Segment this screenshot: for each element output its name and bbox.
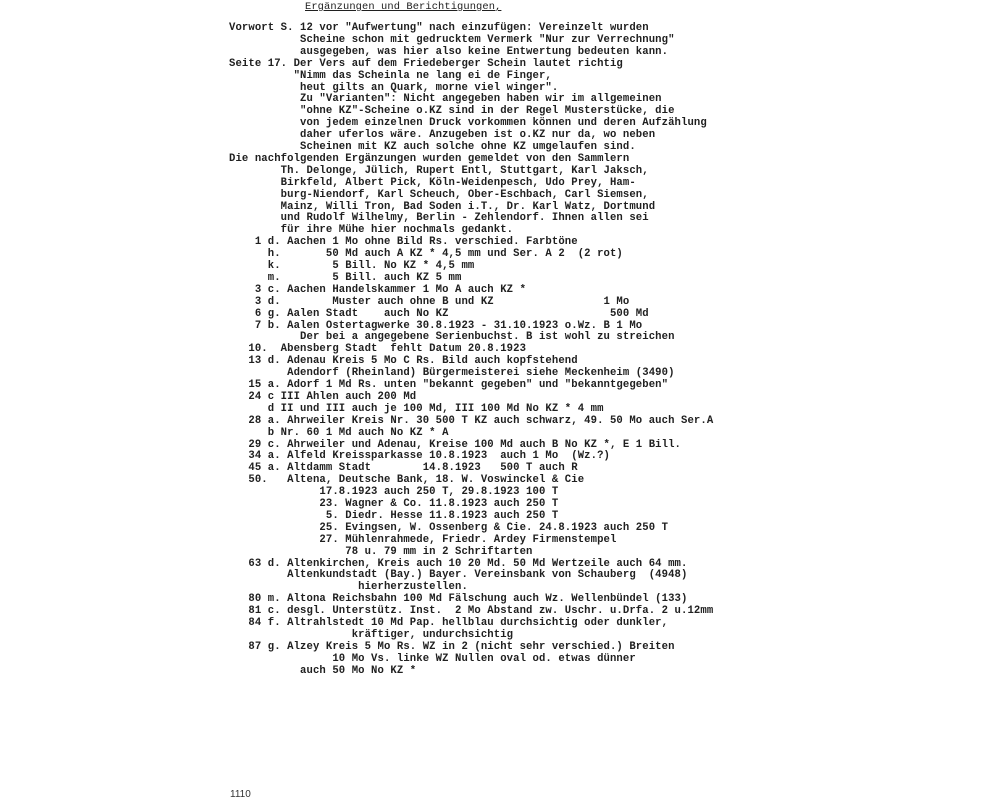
text-line: Der bei a angegebene Serienbuchst. B ist wohl zu streichen [229, 331, 675, 344]
text-line: Altenkundstadt (Bay.) Bayer. Vereinsbank von Schauberg (4948) [229, 569, 688, 582]
text-line: 10 Mo Vs. linke WZ Nullen oval od. etwas dünner [229, 652, 636, 665]
text-line: 1 d. Aachen 1 Mo ohne Bild Rs. verschied. Farbtöne [229, 236, 578, 249]
text-line: Die nachfolgenden Ergänzungen wurden gemeldet von den Sammlern [229, 152, 630, 165]
text-line: 17.8.1923 auch 250 T, 29.8.1923 100 T [229, 486, 559, 499]
text-line: 23. Wagner & Co. 11.8.1923 auch 250 T [229, 498, 559, 510]
text-line: 78 u. 79 mm in 2 Schriftarten [229, 545, 533, 558]
text-line: daher uferlos wäre. Anzugeben ist o.KZ nur da, wo neben [229, 129, 656, 142]
text-line: burg-Niendorf, Karl Scheuch, Ober-Eschbach, Carl Siemsen, [229, 188, 649, 201]
text-line: heut gilts an Quark, morne viel winger". [229, 81, 559, 94]
text-line: kräftiger, undurchsichtig [229, 628, 514, 641]
text-line: für ihre Mühe hier nochmals gedankt. [229, 224, 514, 237]
text-line: 6 g. Aalen Stadt auch No KZ 500 Md [229, 307, 649, 320]
text-line: Adendorf (Rheinland) Bürgermeisterei siehe Meckenheim (3490) [229, 367, 675, 380]
text-line: Birkfeld, Albert Pick, Köln-Weidenpesch, Udo Prey, Ham- [229, 176, 636, 189]
text-line: k. 5 Bill. No KZ * 4,5 mm [229, 260, 475, 272]
text-line: 87 g. Alzey Kreis 5 Mo Rs. WZ in 2 (nicht sehr verschied.) Breiten [229, 640, 675, 653]
text-line: und Rudolf Wilhelmy, Berlin - Zehlendorf. Ihnen allen sei [229, 212, 649, 225]
text-line: auch 50 Mo No KZ * [229, 664, 417, 677]
text-line: 7 b. Aalen Ostertagwerke 30.8.1923 - 31.10.1923 o.Wz. B 1 Mo [229, 319, 643, 332]
text-line: 80 m. Altona Reichsbahn 100 Md Fälschung auch Wz. Wellenbündel (133) [229, 593, 688, 606]
text-line: 3 d. Muster auch ohne B und KZ 1 Mo [229, 295, 630, 308]
text-line: Seite 17. Der Vers auf dem Friedeberger Schein lautet richtig [229, 57, 623, 70]
page-number: 1110 [230, 789, 251, 800]
text-line: Th. Delonge, Jülich, Rupert Entl, Stuttgart, Karl Jaksch, [229, 164, 649, 177]
text-line: 13 d. Adenau Kreis 5 Mo C Rs. Bild auch kopfstehend [229, 355, 578, 368]
text-line: "ohne KZ"-Scheine o.KZ sind in der Regel Musterstücke, die [229, 105, 675, 118]
text-line: 81 c. desgl. Unterstütz. Inst. 2 Mo Abstand zw. Uschr. u.Drfa. 2 u.12mm [229, 605, 714, 618]
text-line: 29 c. Ahrweiler und Adenau, Kreise 100 Md auch B No KZ *, E 1 Bill. [229, 438, 682, 451]
text-line: Vorwort S. 12 vor "Aufwertung" nach einzufügen: Vereinzelt wurden [229, 22, 649, 34]
text-line: 28 a. Ahrweiler Kreis Nr. 30 500 T KZ auch schwarz, 49. 50 Mo auch Ser.A [229, 414, 714, 427]
text-line: ausgegeben, was hier also keine Entwertung bedeuten kann. [229, 45, 669, 58]
text-line: 10. Abensberg Stadt fehlt Datum 20.8.1923 [229, 343, 527, 356]
text-line: m. 5 Bill. auch KZ 5 mm [229, 271, 462, 284]
text-line: 63 d. Altenkirchen, Kreis auch 10 20 Md. 50 Md Wertzeile auch 64 mm. [229, 557, 688, 570]
text-line: Scheine schon mit gedrucktem Vermerk "Nur zur Verrechnung" [229, 33, 675, 46]
text-line: Scheinen mit KZ auch solche ohne KZ umgelaufen sind. [229, 141, 636, 153]
text-line: 84 f. Altrahlstedt 10 Md Pap. hellblau durchsichtig oder dunkler, [229, 617, 669, 629]
text-line: 24 c III Ahlen auch 200 Md [229, 390, 417, 403]
text-line: von jedem einzelnen Druck vorkommen können und deren Aufzählung [229, 117, 707, 130]
text-line: 34 a. Alfeld Kreissparkasse 10.8.1923 auch 1 Mo (Wz.?) [229, 450, 610, 463]
text-line: hierherzustellen. [229, 581, 468, 594]
text-line: 25. Evingsen, W. Ossenberg & Cie. 24.8.1923 auch 250 T [229, 521, 669, 534]
text-line: 27. Mühlenrahmede, Friedr. Ardey Firmenstempel [229, 533, 617, 546]
text-line: "Nimm das Scheinla ne lang ei de Finger, [229, 69, 552, 82]
text-line: h. 50 Md auch A KZ * 4,5 mm und Ser. A 2 (2 rot) [229, 248, 623, 261]
text-line: Mainz, Willi Tron, Bad Soden i.T., Dr. Karl Watz, Dortmund [229, 200, 656, 213]
text-line: 3 c. Aachen Handelskammer 1 Mo A auch KZ * [229, 283, 527, 296]
text-line: 45 a. Altdamm Stadt 14.8.1923 500 T auch R [229, 462, 578, 475]
text-line: Zu "Varianten": Nicht angegeben haben wir im allgemeinen [229, 93, 662, 106]
text-line: 15 a. Adorf 1 Md Rs. unten "bekannt gegeben" und "bekanntgegeben" [229, 379, 669, 391]
text-line: b Nr. 60 1 Md auch No KZ * A [229, 426, 449, 439]
text-line: 5. Diedr. Hesse 11.8.1923 auch 250 T [229, 509, 559, 522]
text-line: 50. Altena, Deutsche Bank, 18. W. Voswinckel & Cie [229, 474, 585, 487]
page-title: Ergänzungen und Berichtigungen, [305, 1, 502, 13]
text-line: d II und III auch je 100 Md, III 100 Md No KZ * 4 mm [229, 402, 604, 415]
